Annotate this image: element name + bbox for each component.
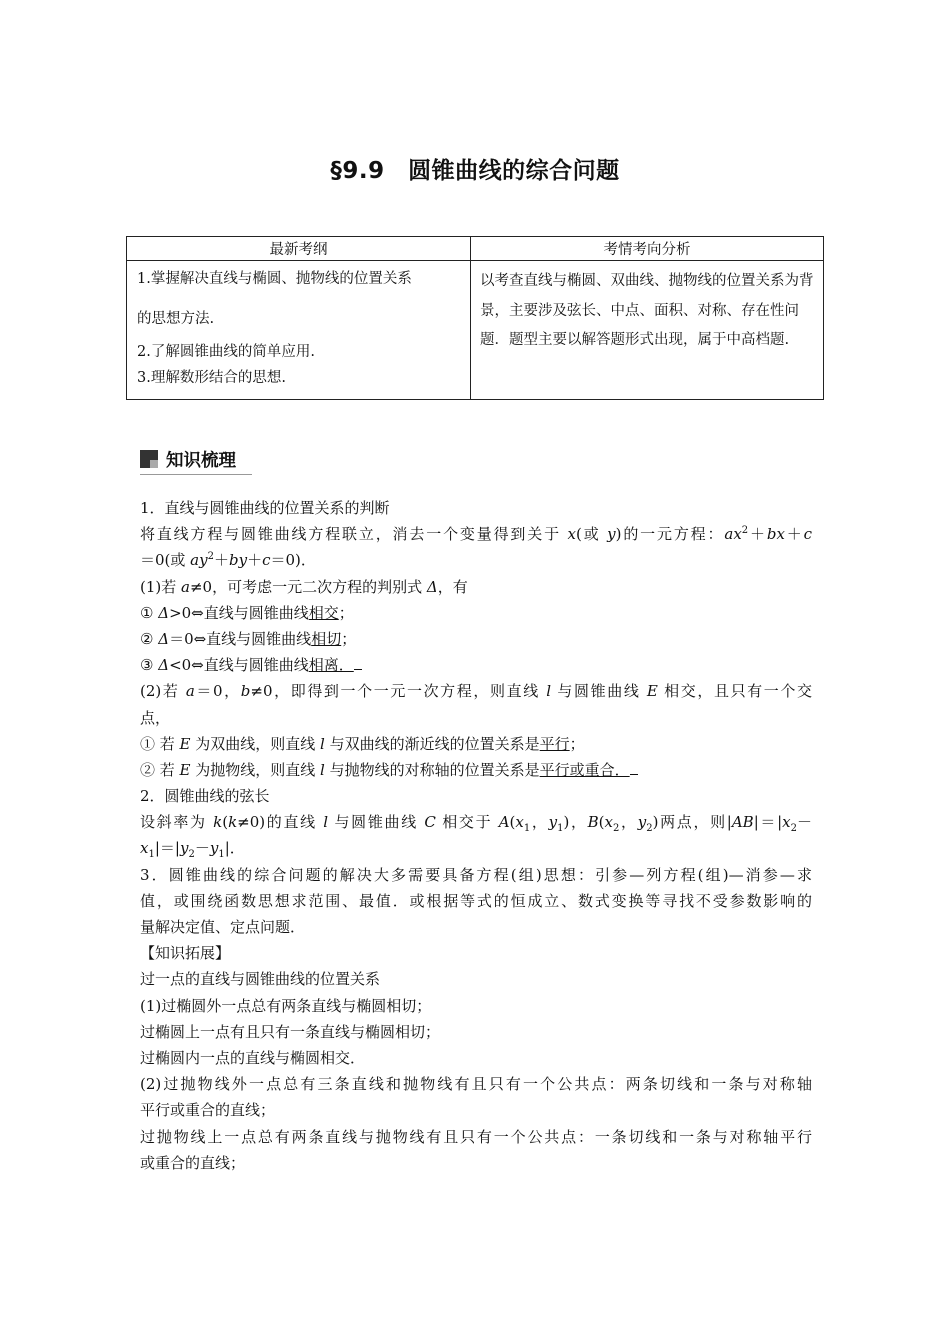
paragraph-line: (1)若 a≠0，可考虑一元二次方程的判别式 Δ，有 [140, 577, 468, 596]
paragraph-line: 设斜率为 k(k≠0)的直线 l 与圆锥曲线 C 相交于 $A(x_1$，$y_1$)，$B(x_2$，$y_2$)两点，则$|AB|=|x_2-$ [140, 813, 813, 835]
paragraph-line: (2)若 a＝0，b≠0，即得到一个一元一次方程，则直线 l 与圆锥曲线 E 相交，且只有一个交 [140, 682, 812, 701]
paragraph-line: $x_1|=|y_2-y_1|$． [140, 839, 245, 861]
paragraph-line: 将直线方程与圆锥曲线方程联立，消去一个变量得到关于 x(或 y)的一元方程：$ax^2+bx+c$ [140, 525, 812, 544]
paragraph-line: 点， [140, 708, 171, 727]
paragraph-line: 过抛物线上一点总有两条直线与抛物线有且只有一个公共点：一条切线和一条与对称轴平行 [140, 1127, 812, 1146]
analysis-text: 以考查直线与椭圆、双曲线、抛物线的位置关系为背景，主要涉及弦长、中点、面积、对称、存在性问题．题型主要以解答题形式出现，属于中高档题. [480, 273, 814, 348]
requirement-item: 3.理解数形结合的思想. [137, 370, 286, 386]
paragraph-line: 过一点的直线与圆锥曲线的位置关系 [140, 970, 381, 989]
requirement-item: 1.掌握解决直线与椭圆、抛物线的位置关系 [137, 271, 412, 287]
section-heading [140, 446, 236, 472]
paragraph-line: 3．圆锥曲线的综合问题的解决大多需要具备方程(组)思想：引参—列方程(组)—消参—求 [140, 865, 812, 884]
knowledge-content [140, 495, 812, 1176]
paragraph-line: 值，或围绕函数思想求范围、最值．或根据等式的恒成立、数式变换等寻找不受参数影响的 [140, 891, 812, 910]
case-line: ① Δ>0⇔直线与圆锥曲线相交； [140, 603, 354, 622]
requirements-header: 最新考纲 [127, 237, 471, 261]
paragraph-line: 过椭圆内一点的直线与椭圆相交． [140, 1048, 366, 1067]
section-heading-label: 知识梳理 [166, 450, 236, 471]
subsection-title: 1．直线与圆锥曲线的位置关系的判断 [140, 499, 390, 517]
paragraph-line: 过椭圆上一点有且只有一条直线与椭圆相切； [140, 1022, 441, 1041]
answer-blank: 相离． [308, 656, 354, 675]
paragraph-line: ＝0(或 $ay^2+by+c=0$)． [140, 551, 316, 570]
paragraph-line: 或重合的直线； [140, 1153, 246, 1172]
answer-blank: 平行 [539, 734, 570, 753]
extension-title: 【知识拓展】 [140, 944, 231, 963]
paragraph-line: (1)过椭圆外一点总有两条直线与椭圆相切； [140, 996, 432, 1015]
answer-blank: 相交 [308, 603, 339, 622]
subsection-title: 2．圆锥曲线的弦长 [140, 787, 270, 806]
case-line: ② 若 E 为抛物线，则直线 l 与抛物线的对称轴的位置关系是平行或重合． [140, 757, 812, 783]
analysis-header: 考情考向分析 [471, 237, 824, 261]
case-line: ③ Δ<0⇔直线与圆锥曲线相离． [140, 652, 812, 678]
page-title: §9.9 圆锥曲线的综合问题 [330, 158, 620, 184]
heading-divider [140, 474, 252, 475]
paragraph-line: 量解决定值、定点问题． [140, 918, 306, 936]
requirement-item: 的思想方法. [137, 311, 215, 327]
case-line: ② Δ＝0⇔直线与圆锥曲线相切； [140, 629, 357, 648]
paragraph-line: 平行或重合的直线； [140, 1101, 276, 1120]
answer-blank: 相切 [311, 629, 342, 648]
case-line: ① 若 E 为双曲线，则直线 l 与双曲线的渐近线的位置关系是平行； [140, 734, 585, 753]
requirement-item: 2.了解圆锥曲线的简单应用. [137, 344, 315, 360]
requirements-cell [127, 261, 471, 400]
section-marker-icon [140, 450, 158, 468]
answer-blank: 平行或重合． [539, 760, 630, 779]
analysis-cell [471, 261, 824, 400]
outline-table [126, 236, 824, 400]
paragraph-line: (2)过抛物线外一点总有三条直线和抛物线有且只有一个公共点：两条切线和一条与对称轴 [140, 1075, 812, 1094]
